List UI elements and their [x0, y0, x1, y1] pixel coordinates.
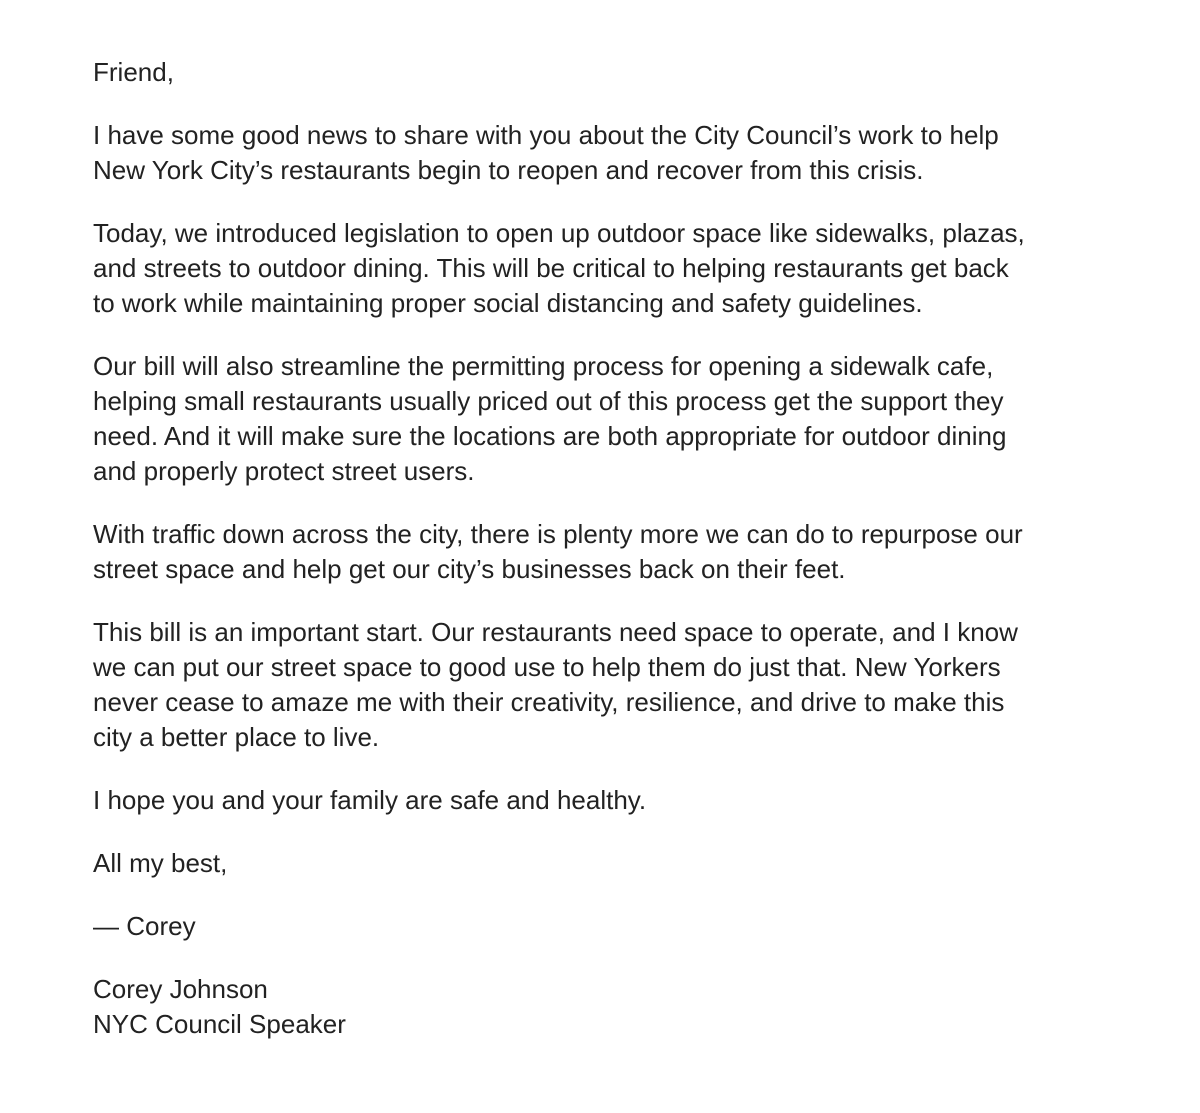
paragraph-5	[93, 615, 1093, 755]
paragraph-line: street space and help get our city’s businesses back on their feet.	[93, 554, 846, 584]
paragraph-line: New York City’s restaurants begin to reopen and recover from this crisis.	[93, 155, 924, 185]
paragraph-line: city a better place to live.	[93, 722, 380, 752]
paragraph-line: helping small restaurants usually priced out of this process get the support they	[93, 386, 1004, 416]
paragraph-1	[93, 118, 1093, 188]
letter-body	[93, 55, 1093, 1042]
paragraph-line: and streets to outdoor dining. This will be critical to helping restaurants get back	[93, 253, 1009, 283]
paragraph-line: I hope you and your family are safe and healthy.	[93, 785, 647, 815]
paragraph-line: With traffic down across the city, there is plenty more we can do to repurpose our	[93, 519, 1023, 549]
paragraph-6	[93, 783, 1093, 818]
sign-off: — Corey	[93, 911, 196, 941]
paragraph-line: Our bill will also streamline the permitting process for opening a sidewalk cafe,	[93, 351, 994, 381]
signature-name: Corey Johnson	[93, 974, 268, 1004]
paragraph-2	[93, 216, 1093, 321]
signature-title: NYC Council Speaker	[93, 1009, 346, 1039]
paragraph-line: never cease to amaze me with their creativity, resilience, and drive to make this	[93, 687, 1005, 717]
greeting: Friend,	[93, 57, 174, 87]
paragraph-line: to work while maintaining proper social distancing and safety guidelines.	[93, 288, 923, 318]
paragraph-3	[93, 349, 1093, 489]
closing: All my best,	[93, 848, 228, 878]
paragraph-line: and properly protect street users.	[93, 456, 475, 486]
paragraph-line: we can put our street space to good use to help them do just that. New Yorkers	[93, 652, 1001, 682]
paragraph-line: This bill is an important start. Our restaurants need space to operate, and I know	[93, 617, 1018, 647]
paragraph-4	[93, 517, 1093, 587]
paragraph-line: Today, we introduced legislation to open up outdoor space like sidewalks, plazas,	[93, 218, 1025, 248]
signature-block	[93, 972, 1093, 1042]
paragraph-line: need. And it will make sure the locations are both appropriate for outdoor dining	[93, 421, 1007, 451]
paragraph-line: I have some good news to share with you about the City Council’s work to help	[93, 120, 999, 150]
